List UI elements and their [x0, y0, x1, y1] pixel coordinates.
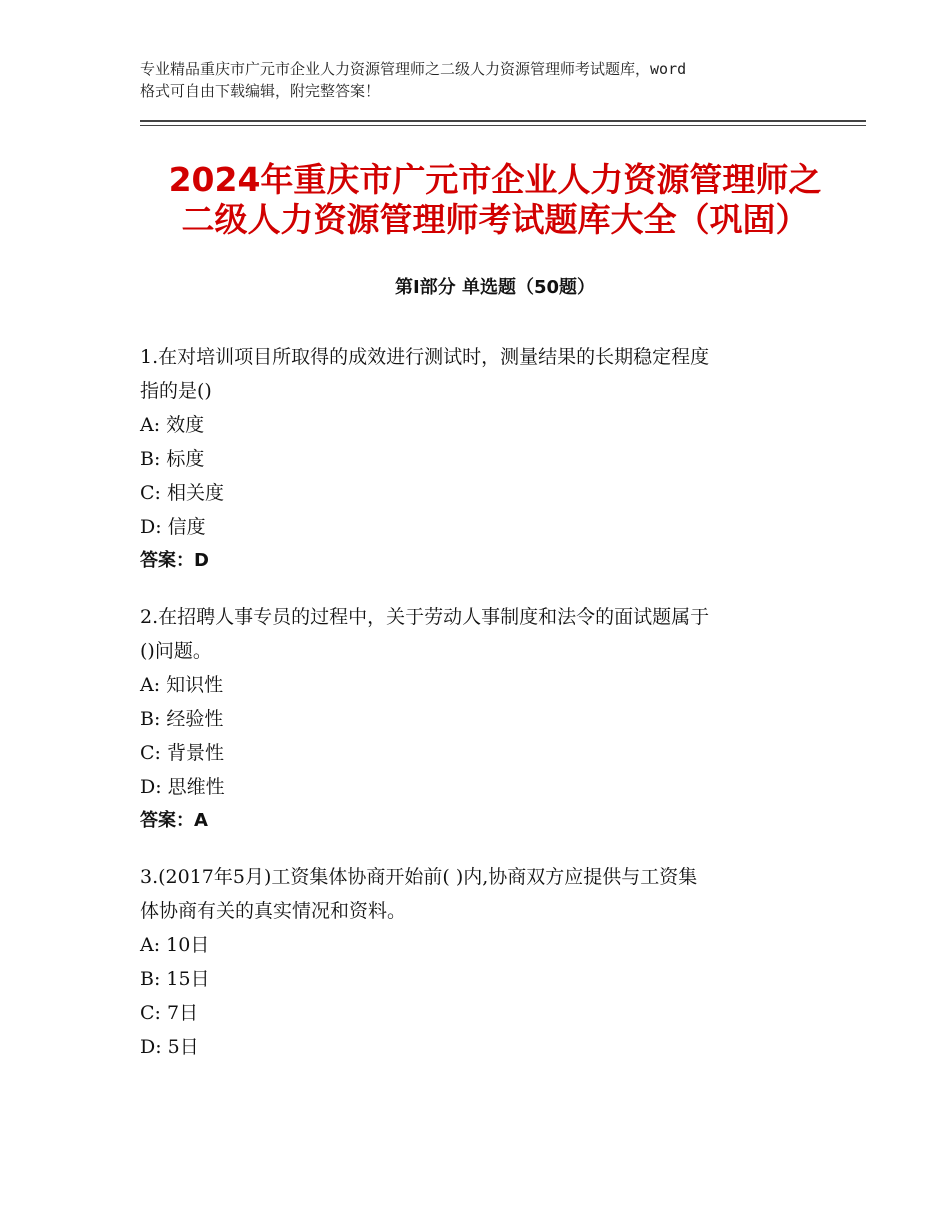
option-d: D: 思维性 [140, 776, 225, 798]
question-2 [140, 600, 820, 838]
title-line: 2024年重庆市广元市企业人力资源管理师之 [168, 160, 822, 199]
section-heading: 第Ⅰ部分 单选题（50题） [394, 277, 595, 298]
question-text: 2.在招聘人事专员的过程中，关于劳动人事制度和法令的面试题属于 [140, 606, 710, 628]
document-title [140, 160, 850, 240]
option-a: A: 10日 [140, 934, 210, 956]
header-divider [140, 120, 866, 122]
option-c: C: 7日 [140, 1002, 199, 1024]
question-text: 指的是() [140, 380, 212, 402]
question-text: 体协商有关的真实情况和资料。 [140, 900, 407, 922]
question-1 [140, 340, 820, 578]
question-text: 1.在对培训项目所取得的成效进行测试时，测量结果的长期稳定程度 [140, 346, 710, 368]
option-c: C: 相关度 [140, 482, 224, 504]
title-line: 二级人力资源管理师考试题库大全（巩固） [181, 200, 809, 239]
question-3 [140, 860, 820, 1064]
option-a: A: 效度 [140, 414, 205, 436]
option-b: B: 标度 [140, 448, 205, 470]
question-text: 3.(2017年5月)工资集体协商开始前( )内,协商双方应提供与工资集 [140, 866, 698, 888]
question-list [140, 340, 820, 1086]
option-a: A: 知识性 [140, 674, 224, 696]
option-d: D: 信度 [140, 516, 206, 538]
header-note-line: 专业精品重庆市广元市企业人力资源管理师之二级人力资源管理师考试题库，word [140, 60, 687, 78]
option-c: C: 背景性 [140, 742, 224, 764]
option-b: B: 经验性 [140, 708, 224, 730]
header-note [140, 58, 840, 102]
question-text: ()问题。 [140, 640, 212, 662]
answer: 答案：D [140, 550, 209, 571]
header-divider [140, 125, 866, 126]
header-note-line: 格式可自由下载编辑，附完整答案！ [140, 82, 381, 100]
option-d: D: 5日 [140, 1036, 199, 1058]
option-b: B: 15日 [140, 968, 210, 990]
answer: 答案：A [140, 810, 208, 831]
